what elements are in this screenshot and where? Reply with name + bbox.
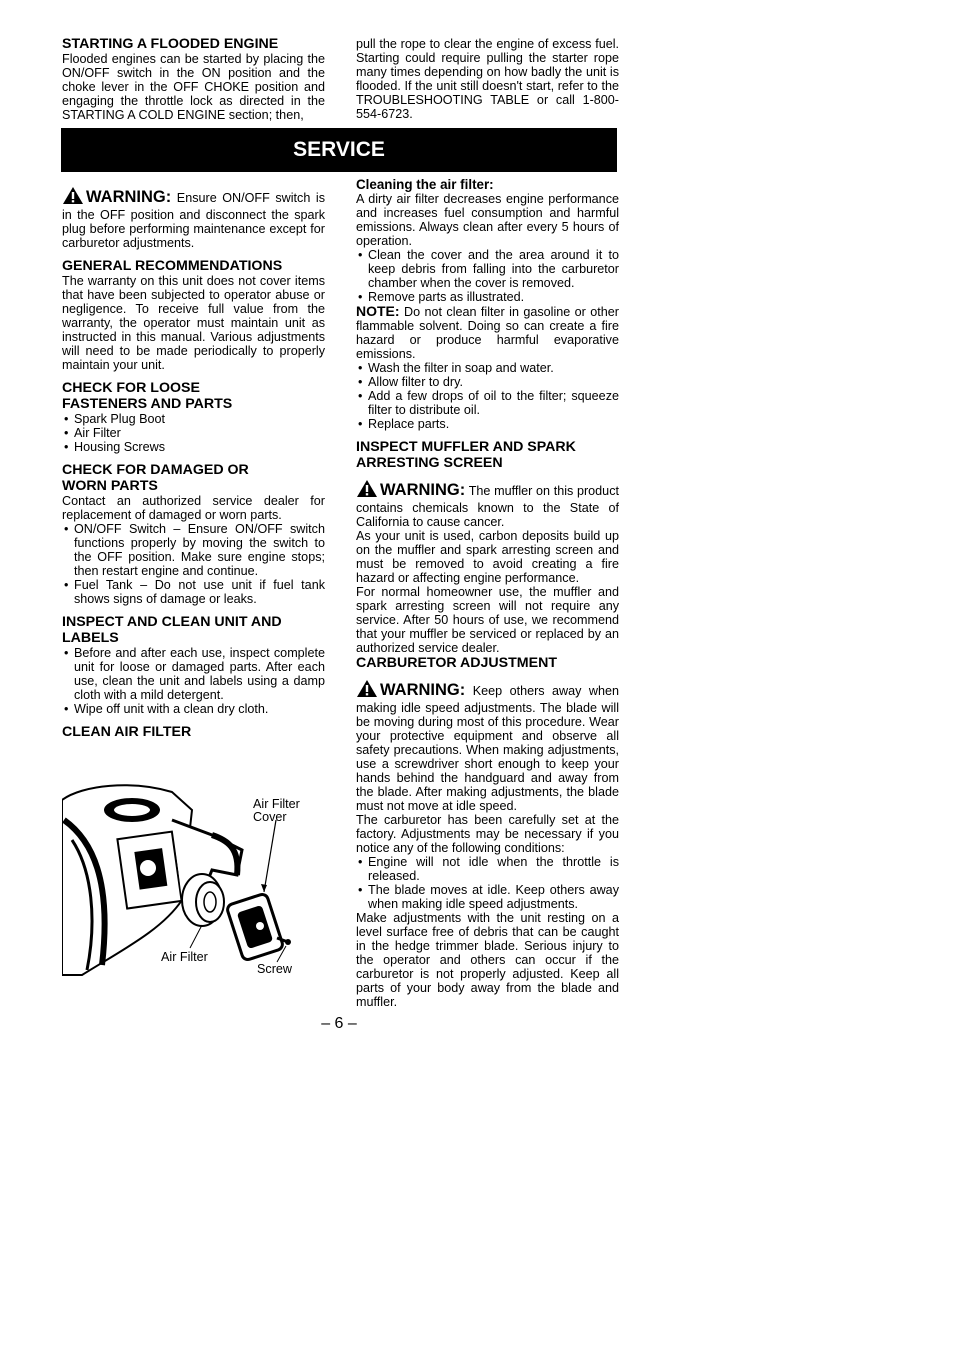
loose-heading-1: CHECK FOR LOOSE xyxy=(62,380,200,396)
carburetor-text-1: The carburetor has been carefully set at the factory. Adjustments may be necessary if you notice any of the following conditions: xyxy=(356,813,619,855)
muffler-text-2: For normal homeowner use, the muffler and spark arresting screen will not require any service. After 50 hours of use, we recommend that your muffler be serviced or replaced by an authorized service dealer. xyxy=(356,585,619,655)
service-banner: SERVICE xyxy=(61,128,617,172)
warning-triangle-icon xyxy=(356,479,378,501)
list-item: • Clean the cover and the area around it to keep debris from falling into the carburetor chamber when the cover is removed. xyxy=(356,248,619,290)
warning-general xyxy=(62,186,325,250)
flooded-engine-heading: STARTING A FLOODED ENGINE xyxy=(62,36,279,52)
loose-list xyxy=(62,412,325,454)
label-cover-line1: Air Filter xyxy=(253,797,300,811)
list-item: • Replace parts. xyxy=(356,417,619,431)
carburetor-heading: CARBURETOR ADJUSTMENT xyxy=(356,655,557,671)
list-item: • Air Filter xyxy=(62,426,325,440)
label-air-filter-cover xyxy=(253,798,300,824)
cleaning-text: A dirty air filter decreases engine performance and increases fuel consumption and harmful emissions. Always clean after every 5 hours of operation. xyxy=(356,192,619,248)
list-item: • Fuel Tank – Do not use unit if fuel tank shows signs of damage or leaks. xyxy=(62,578,325,606)
inspect-heading-1: INSPECT AND CLEAN UNIT AND xyxy=(62,614,282,630)
note-text: Do not clean filter in gasoline or other flammable solvent. Doing so can create a fire hazard or produce harmful evaporative emissions. xyxy=(356,305,619,361)
list-item: • Add a few drops of oil to the filter; squeeze filter to distribute oil. xyxy=(356,389,619,417)
damaged-list xyxy=(62,522,325,606)
list-item: • Engine will not idle when the throttle is released. xyxy=(356,855,619,883)
note xyxy=(356,304,619,361)
clean-filter-heading: CLEAN AIR FILTER xyxy=(62,724,192,740)
general-heading: GENERAL RECOMMENDATIONS xyxy=(62,258,283,274)
list-item: • Wipe off unit with a clean dry cloth. xyxy=(62,702,325,716)
carburetor-list xyxy=(356,855,619,911)
left-column xyxy=(62,186,325,740)
label-cover-line2: Cover xyxy=(253,810,287,824)
warning-carburetor xyxy=(356,679,619,813)
muffler-text-1: As your unit is used, carbon deposits build up on the muffler and spark arresting screen and must be removed to avoid creating a fire hazard or affecting engine performance. xyxy=(356,529,619,585)
warning-triangle-icon xyxy=(62,186,84,208)
warning-label: WARNING: xyxy=(380,481,466,499)
loose-heading-2: FASTENERS AND PARTS xyxy=(62,396,233,412)
list-item: • The blade moves at idle. Keep others away when making idle speed adjustments. xyxy=(356,883,619,911)
cleaning-heading: Cleaning the air filter: xyxy=(356,177,494,192)
muffler-heading-1: INSPECT MUFFLER AND SPARK xyxy=(356,439,576,455)
general-text: The warranty on this unit does not cover items that have been subjected to operator abuse or negligence. To receive full value from the warranty, the operator must maintain unit as instructed in this manual. Various adjustments will need to be made periodically to properly maintain your unit. xyxy=(62,274,325,372)
note-label: NOTE: xyxy=(356,303,400,319)
carburetor-text-2: Make adjustments with the unit resting on a level surface free of debris that can be caught in the hedge trimmer blade. Serious injury to the operator and others can occur if the carburetor is not properly adjusted. Keep all parts of your body away from the blade and muffler. xyxy=(356,911,619,1009)
warning-muffler xyxy=(356,479,619,529)
label-air-filter: Air Filter xyxy=(161,950,208,964)
warning-label: WARNING: xyxy=(380,681,466,699)
list-item: • Housing Screws xyxy=(62,440,325,454)
air-filter-figure xyxy=(62,780,325,980)
list-item: • ON/OFF Switch – Ensure ON/OFF switch functions properly by moving the switch to the OFF position. Make sure engine stops; then restart engine and continue. xyxy=(62,522,325,578)
cleaning-list-2 xyxy=(356,361,619,431)
warning-text: Ensure ON/OFF switch is in the OFF position and disconnect the spark plug before performing maintenance except for carburetor adjustments. xyxy=(62,191,325,250)
flooded-engine-right xyxy=(356,37,619,121)
warning-label: WARNING: xyxy=(86,188,172,206)
warning-triangle-icon xyxy=(356,679,378,701)
page-number: – 6 – xyxy=(321,1015,357,1032)
warning-text: The muffler on this product contains chemicals known to the State of California to cause cancer. xyxy=(356,484,619,529)
flooded-engine-text-left: Flooded engines can be started by placing the ON/OFF switch in the ON position and the choke lever in the OFF CHOKE position and engaging the throttle lock as directed in the STARTING A COLD ENGINE section; then, xyxy=(62,52,325,122)
list-item: • Before and after each use, inspect complete unit for loose or damaged parts. After each use, clean the unit and labels using a damp cloth with a mild detergent. xyxy=(62,646,325,702)
cleaning-list-1 xyxy=(356,248,619,304)
list-item: • Spark Plug Boot xyxy=(62,412,325,426)
list-item: • Remove parts as illustrated. xyxy=(356,290,619,304)
flooded-engine-left xyxy=(62,36,325,122)
inspect-heading-2: LABELS xyxy=(62,630,119,646)
muffler-heading-2: ARRESTING SCREEN xyxy=(356,455,503,471)
right-column xyxy=(356,177,619,1009)
flooded-engine-text-right: pull the rope to clear the engine of excess fuel. Starting could require pulling the starter rope many times depending on how badly the unit is flooded. If the unit still doesn't start, refer to the TROUBLESHOOTING TABLE or call 1-800-554-6723. xyxy=(356,37,619,121)
warning-text: Keep others away when making idle speed adjustments. The blade will be moving during most of this procedure. Wear your protective equipment and observe all safety precautions. When making adjustments, use a screwdriver short enough to keep your hands behind the handguard and away from the blade. After making adjustments, the blade must not move at idle speed. xyxy=(356,684,620,813)
damaged-text: Contact an authorized service dealer for replacement of damaged or worn parts. xyxy=(62,494,325,522)
inspect-list xyxy=(62,646,325,716)
damaged-heading-2: WORN PARTS xyxy=(62,478,158,494)
list-item: • Wash the filter in soap and water. xyxy=(356,361,619,375)
damaged-heading-1: CHECK FOR DAMAGED OR xyxy=(62,462,249,478)
label-screw: Screw xyxy=(257,962,292,976)
list-item: • Allow filter to dry. xyxy=(356,375,619,389)
